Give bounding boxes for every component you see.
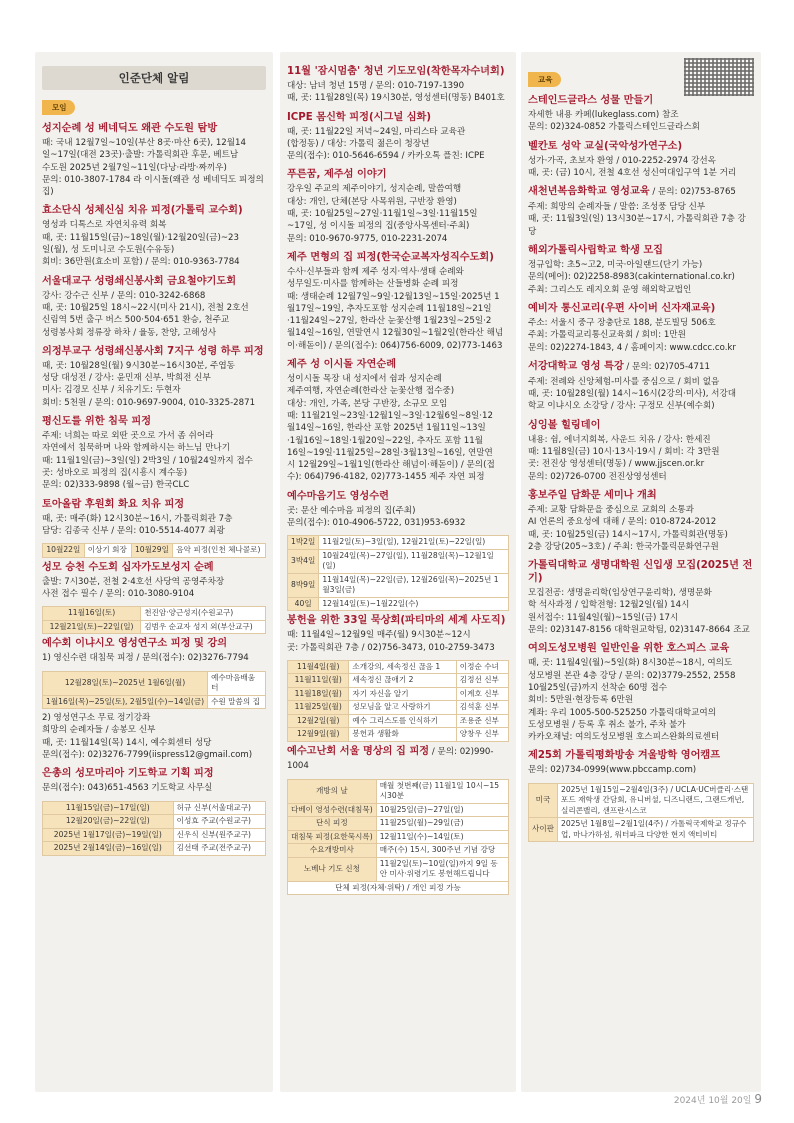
notice-title[interactable]: 서강대학교 영성 특강 / 문의: 02)705-4711 [528, 360, 710, 372]
notice-title[interactable]: 봉헌을 위한 33일 묵상회(파티마의 세계 사도직) [287, 615, 506, 627]
notice-title[interactable]: 가톨릭대학교 생명대학원 신입생 모집(2025년 전기) [528, 560, 753, 585]
notice-line: 문의(메어): 02)2258-8983(cakinternational.co.kr) [528, 272, 735, 283]
table-cell: 성모님을 알고 사랑하기 [349, 701, 456, 715]
notice-line: 1) 영신수련 대침묵 피정 / 문의(접수): 02)3276-7794 [42, 653, 249, 664]
table-row [288, 549, 509, 573]
mary-schedule-table [42, 606, 266, 634]
notice-line: 문의: 02)324-0852 가톨릭스테인드글라스회 [528, 122, 700, 133]
notice-line: 문의(접수): 02)3276-7799(iispress12@gmail.com) [42, 749, 253, 760]
notice-contact: / 문의: 02)753-8765 [649, 187, 736, 198]
notice-line: AI 언론의 중요성에 대해 / 문의: 010-8724-2012 [528, 517, 717, 528]
notice-line: 강우일 주교의 제주이야기, 성지순례, 말씀여행 [287, 184, 462, 195]
notice-line: 대상: 남녀 청년 15명 / 문의: 010-7197-1390 [287, 81, 465, 91]
notice-title[interactable]: 은총의 성모마리아 기도학교 기획 피정 [42, 768, 214, 780]
notice-item [528, 489, 754, 553]
notice-line: 2층 강당(205~3호) / 주최: 한국가톨릭문화연구원 [528, 541, 719, 552]
notice-line: 희망의 순례자들 / 송봉모 신부 [42, 725, 156, 736]
notice-item [528, 749, 754, 776]
notice-line: 때: 국내 12월7일~10일(부산 8곳·마산 6곳), 12월14 [42, 138, 246, 148]
notice-line: 때, 곳: 10월28일(월) 14시~16시(2강의·미사), 서강대 [528, 389, 737, 400]
table-cell: 12월28일(토)~2025년 1월6일(월) [43, 671, 208, 695]
notice-line: 자연에서 침묵하며 나와 함께하시는 하느님 만나기 [42, 443, 230, 454]
notice-title[interactable]: 토아올람 후원회 화요 치유 피정 [42, 498, 185, 510]
table-cell: 11월18일(월) [288, 687, 349, 701]
table-cell: 세속정신 끊애기 2 [349, 674, 456, 688]
table-cell: 이상기 회장 [84, 544, 131, 558]
table-cell: 자기 자신을 알기 [349, 687, 456, 701]
notice-title[interactable]: 예수마음기도 영성수련 [287, 490, 389, 502]
notice-item [42, 415, 266, 491]
table-cell: 이정순 수녀 [456, 660, 508, 674]
notice-item [528, 360, 754, 413]
notice-line: 수도원 2025년 2월7일~11일(다낭·라방·짜끼우) [42, 162, 227, 173]
notice-line: 문의(접수): 010-5646-6594 / 카카오톡 플친: ICPE [287, 151, 485, 162]
notice-line: 수사·신부들과 함께 제주 성지·역사·생태 순례와 [287, 266, 464, 277]
table-row [43, 607, 266, 621]
notice-title[interactable]: 평신도를 위한 침묵 피정 [42, 416, 152, 428]
notice-item [42, 637, 266, 664]
notice-title[interactable]: 벨칸토 성악 교실(국악성가연구소) [528, 140, 683, 152]
table-row [43, 815, 266, 829]
notice-title[interactable]: 서울대교구 성령쇄신봉사회 금요철야기도회 [42, 275, 237, 287]
table-cell: 조용준 신부 [456, 714, 508, 728]
table-row [288, 597, 509, 611]
notice-line: 모집전공: 생명윤리학(임상연구윤리학), 생명문화 [528, 588, 712, 599]
notice-item [287, 614, 509, 654]
table-row [43, 801, 266, 815]
notice-line: 학교 이냐시오 소강당 / 강사: 구정모 신부(예수회) [528, 401, 715, 412]
notice-line: 문의(접수): 010-4906-5722, 031)953-6932 [287, 518, 466, 529]
grace-schedule-table [42, 801, 266, 856]
table-row [529, 783, 754, 818]
category-tag-education: 교육 [528, 72, 561, 87]
notice-line: 문의: 02)726-0700 전진상영성센터 [528, 471, 667, 482]
table-row [288, 714, 509, 728]
table-cell: 김선태 주교(전주교구) [173, 842, 265, 856]
toa-schedule-table [42, 543, 266, 558]
notice-line: 때, 곳: 매주(화) 12시30분~16시, 가톨릭회관 7층 [42, 513, 233, 524]
notice-line: 주제: 전례와 신앙체험-미사를 중심으로 / 회비 없음 [528, 376, 720, 387]
jesuit-schedule-table [42, 671, 266, 710]
column-1 [35, 52, 273, 1092]
notice-line: 월17일~19일, 추자도포함 성지순례 11월18일~21일 [287, 303, 492, 314]
notice-line: 곳: 가톨릭회관 7층 / 02)756-3473, 010-2759-3473 [287, 642, 495, 653]
notice-line: 주제: 교황 담화문을 중심으로 교회의 소통과 [528, 504, 694, 515]
table-row [43, 695, 266, 709]
table-cell: 2025년 1월17일(금)~19일(일) [43, 828, 174, 842]
table-cell: 양창우 신부 [456, 728, 508, 742]
notice-line: 성무일도·미사를 함께하는 산들병화 순례 피정 [287, 279, 459, 290]
table-cell: 음악 피정(인천 체나콜로) [173, 544, 266, 558]
notice-line: 강사: 강수근 신부 / 문의: 010-3242-6868 [42, 290, 206, 301]
notice-item [528, 642, 754, 743]
notice-line: ·1월16일~18일·1월20일~22일, 추자도 포함 11월 [287, 435, 484, 446]
page-number: 9 [754, 1092, 762, 1106]
notice-line: 대상: 개인, 가족, 본당 구반장, 소규모 모임 [287, 398, 448, 409]
table-cell: 2025년 2월14일(금)~16일(일) [43, 842, 174, 856]
table-cell: 대침묵 피정(요한묵시록) [288, 830, 377, 844]
notice-line: ·11월24일~27일, 한라산 눈꽃산행 1월23일~25일·2 [287, 316, 492, 327]
notice-line: 문의: 02)333-9898 (월~금) 한국CLC [42, 480, 190, 491]
notice-item [42, 204, 266, 268]
notice-line: 때, 곳: 10월28일(월) 9시30분~16시30분, 주엽동 [42, 360, 235, 371]
notice-title[interactable]: 싱잉볼 힐링데이 [528, 419, 601, 431]
notice-item [528, 94, 754, 134]
table-row [43, 828, 266, 842]
notice-line: 월14일~16일, 연말연시 12월30일~1월2일(한라산 해넘 [287, 328, 504, 339]
notice-line: 때, 곳: 11월14일(목) 14시, 예수회센터 성당 [42, 737, 212, 748]
table-cell: 12월14일(토)~1월22일(수) [319, 597, 509, 611]
notice-line: 주소: 서울시 중구 장충단로 188, 분도빌딩 506호 [528, 317, 716, 328]
notice-line: 문의: 02)3147-8156 대학원교학팀, 02)3147-8664 조교 [528, 625, 750, 636]
table-row [288, 830, 509, 844]
section-header: 인준단체 알림 [42, 66, 266, 90]
notice-line: 곳: 성바오로 피정의 집(시흥시 계수동) [42, 467, 188, 478]
table-cell: 김석훈 신부 [456, 701, 508, 715]
notice-line: 도성모병원 / 등록 후 취소 불가, 주차 불가 [528, 719, 686, 730]
notice-line: 사전 접수 필수 / 문의: 010-3080-9104 [42, 588, 195, 599]
notice-line: 때: 생태순례 12월7일~9일·12월13일~15일·2025년 1 [287, 291, 500, 302]
notice-item [528, 302, 754, 354]
notice-line: 원서접수: 11월4일(월)~15일(금) 17시 [528, 612, 679, 623]
table-cell: 신우식 신부(원주교구) [173, 828, 265, 842]
notice-line: 문의: 010-9670-9775, 010-2231-2074 [287, 233, 448, 244]
notice-item [287, 111, 509, 163]
notice-title[interactable]: 제25회 가톨릭평화방송 겨울방학 영어캠프 [528, 750, 721, 762]
table-row [288, 573, 509, 597]
column-3 [521, 52, 761, 1092]
table-cell: 11월11일(월) [288, 674, 349, 688]
notice-line: 곳: 문산 예수마음 피정의 집(주최) [287, 505, 416, 516]
table-row [43, 842, 266, 856]
notice-line: 주최: 가톨릭교리통신교육회 / 회비: 1만원 [528, 330, 686, 341]
notice-line: ~17일, 성 이시돌 피정의 집(중앙사목센터·주최) [287, 221, 470, 232]
notice-line: 10월25일(금)까지 선착순 60명 접수 [528, 682, 668, 693]
notice-line: 계좌: 우리 1005-500-525250 가톨릭대학교여의 [528, 707, 716, 718]
notice-item [528, 185, 754, 238]
notice-line: 출발: 7시30분, 전철 2·4호선 사당역 공영주차장 [42, 576, 225, 587]
table-cell: 11월25일(월) [288, 701, 349, 715]
english-camp-table [528, 783, 754, 843]
notice-line: 주최: 그리스도 레지오회 운영 해외학교법인 [528, 284, 692, 295]
notice-title[interactable]: 성지순례 성 베네딕도 왜관 수도원 탐방 [42, 123, 218, 134]
notice-title[interactable]: 의정부교구 성령쇄신봉사회 7지구 성령 하루 피정 [42, 345, 264, 357]
table-cell: 11월25일(월)~29일(금) [376, 817, 508, 831]
notice-line: 이·해돋이) / 문의(접수): 064)756-6009, 02)773-1463 [287, 340, 503, 351]
notice-line: 주제: 너희는 따로 외딴 곳으로 가서 좀 쉬어라 [42, 431, 214, 442]
notice-line: 대상: 개인, 단체(본당 사목위원, 구반장 환영) [287, 196, 457, 207]
table-row [288, 660, 509, 674]
table-cell: 11월14일(목)~22일(금), 12월26일(목)~2025년 1월3일(금) [319, 573, 509, 597]
notice-item [42, 712, 266, 761]
notice-title[interactable]: 예수회 이냐시오 영성연구소 피정 및 강의 [42, 638, 228, 650]
notice-line: 회비: 36만원(효소비 포함) / 문의: 010-9363-7784 [42, 257, 240, 268]
notice-item [42, 122, 266, 198]
notice-line: 성령봉사회 정류장 하차 / 율동, 찬양, 고해성사 [42, 327, 217, 338]
table-cell: 수원 말씀의 집 [208, 695, 266, 709]
notice-item [42, 498, 266, 538]
notice-line: 담당: 김종국 신부 / 문의: 010-5514-4077 최광 [42, 525, 225, 536]
notice-line: 일(월), 성 도미니코 수도원(수유동) [42, 245, 175, 256]
notice-item [528, 419, 754, 483]
table-row [529, 818, 754, 842]
notice-line: 때, 곳: 10월25일 18시~22시(미사 21시), 전철 2호선 [42, 302, 249, 313]
table-row [288, 536, 509, 550]
notice-line: 16일~19일·11월25일~28일·3월13일~16일, 연말연 [287, 447, 493, 458]
table-cell: 예수마음배움터 [208, 671, 266, 695]
heart-prayer-table [287, 535, 509, 611]
notice-item [42, 345, 266, 409]
notice-line: 카카오채널: 여의도성모병원 호스피스완화의료센터 [528, 732, 719, 743]
table-cell: 예수 그리스도를 인식하기 [349, 714, 456, 728]
notice-item [42, 275, 266, 339]
table-cell: 노베나 기도 신청 [288, 857, 377, 881]
table-cell: 12월21일(토)~22일(일) [43, 620, 141, 634]
notice-line: 때, 곳: 10월25일~27일·11월1일~3일·11월15일 [287, 209, 478, 220]
notice-line: 신림역 5번 출구 버스 500·504·651 환승, 천주교 [42, 315, 230, 326]
table-row [288, 728, 509, 742]
notice-title[interactable]: 예수고난회 서울 명상의 집 피정 / 문의: 02)990-1004 [287, 745, 494, 771]
table-cell: 3박4일 [288, 549, 319, 573]
table-cell: 2025년 1월15일~2월4일(3주) / UCLA·UC버클리·스탠포드 재학생 간담회, 유니버셜, 디즈니랜드, 그랜드캐년, 실리콘밸리, 샌프란시스코 [558, 783, 754, 818]
notice-title[interactable]: 예비자 통신교리(우편 사이버 신자재교육) [528, 302, 716, 314]
page-footer [674, 1092, 762, 1106]
notice-line: 때, 곳: 11월22일 저녁~24일, 마리스타 교육관 [287, 126, 466, 137]
notice-line: 성이시돌 목장 내 성지에서 쉼과 성지순례 [287, 374, 442, 385]
table-cell: 개방의 날 [288, 779, 377, 803]
table-cell: 2025년 1월8일~2월1일(4주) / 가톨릭국제학교 정규수업, 마나가하섬, 워터파크 다양한 현지 액티비티 [558, 818, 754, 842]
table-cell: 12월9일(월) [288, 728, 349, 742]
notice-line: 때, 곳: 11월3일(일) 13시30분~17시, 가톨릭회관 7층 강당 [528, 214, 746, 237]
notice-line: 미사: 김경모 신부 / 치유기도: 두현자 [42, 385, 181, 396]
notice-line: 학 석사과정 / 입학전형: 12월2일(월) 14시 [528, 600, 690, 611]
table-cell: 김정선 신부 [456, 674, 508, 688]
qr-code-image [684, 58, 754, 96]
notice-item [287, 358, 509, 484]
table-cell: 매월 첫번째(금) 11월1일 10시~15시30분 [376, 779, 508, 803]
table-cell: 수요개방미사 [288, 844, 377, 858]
table-cell: 이계호 신부 [456, 687, 508, 701]
notice-item [42, 561, 266, 601]
table-cell: 천진암·양근성지(수원교구) [141, 607, 266, 621]
notice-line: 2) 영성연구소 무료 정기강좌 [42, 713, 151, 724]
notice-title[interactable]: 해외가톨릭사립학교 학생 모집 [528, 245, 664, 257]
table-cell: 12월20일(금)~22일(일) [43, 815, 174, 829]
notice-title[interactable]: 스테인드글라스 성물 만들기 [528, 95, 654, 106]
notice-line: 곳: 전진상 영성센터(명동) / www.jjscen.or.kr [528, 459, 705, 470]
category-tag-meeting: 모임 [42, 100, 75, 115]
table-row [288, 701, 509, 715]
table-cell: 8박9일 [288, 573, 319, 597]
notice-line: 때: 11월4일~12월9일 매주(월) 9시30분~12시 [287, 630, 471, 641]
notice-item [287, 251, 509, 352]
notice-item [287, 168, 509, 244]
table-cell: 봉헌과 생활화 [349, 728, 456, 742]
notice-line: 회비: 5만원·현장등록 6만원 [528, 695, 634, 706]
column-2 [280, 52, 516, 1092]
notice-title[interactable]: 11월 '잠시멈춤' 청년 기도모임(착한목자수녀회) [287, 66, 505, 77]
notice-line: 월14일~16일, 한라산 포함 2025년 1월11일~13일 [287, 423, 486, 434]
notice-line: 성모병원 본관 4층 강당 / 문의: 02)3779-2552, 2558 [528, 670, 736, 681]
table-row [288, 803, 509, 817]
notice-line: 제주여행, 자연순례(한라산 눈꽃산행 접수중) [287, 386, 455, 397]
table-cell: 10월24일(목)~27일(일), 11월28일(목)~12월1일(일) [319, 549, 509, 573]
table-cell: 1월16일(목)~25일(토), 2월5일(수)~14일(금) [43, 695, 208, 709]
notice-line: 때: 11월21일~23일·12월1일~3일·12월6일~8일·12 [287, 410, 493, 421]
table-row [288, 844, 509, 858]
table-cell: 11월16일(토) [43, 607, 141, 621]
table-row [288, 881, 509, 895]
notice-line: 때, 곳: 11월15일(금)~18일(월)·12월20일(금)~23 [42, 232, 239, 243]
notice-item [287, 490, 509, 530]
notice-item [528, 244, 754, 296]
table-cell: 10월22일 [43, 544, 85, 558]
notice-line: 성가·가곡, 초보자 환영 / 010-2252-2974 강선옥 [528, 155, 716, 166]
table-cell: 12월11일(수)~14일(토) [376, 830, 508, 844]
table-cell: 소개강의, 세속정신 끊음 1 [349, 660, 456, 674]
consecration-table [287, 660, 509, 742]
footer-date: 2024년 10월 20일 [673, 1096, 752, 1106]
notice-item [287, 745, 509, 773]
table-cell: 사이판 [529, 818, 558, 842]
notice-line: 시 12월29일~1월1일(한라산 해넘이·해돋이) / 문의(접 [287, 460, 495, 471]
notice-item [287, 65, 509, 105]
notice-title[interactable]: 제주 성 이시돌 자연순례 [287, 359, 397, 371]
notice-line: 일~17일(대전 23곳)·출발: 가톨릭회관 후문, 베트남 [42, 150, 239, 161]
table-cell: 단체 피정(자체·위탁) / 개인 피정 가능 [288, 881, 509, 895]
table-cell: 10월29일 [131, 544, 173, 558]
notice-line: 때, 곳: (금) 10시, 전철 4호선 성신여대입구역 1분 거리 [528, 167, 737, 178]
notice-title[interactable]: 제주 면형의 집 피정(한국순교복자성직수도회) [287, 251, 494, 263]
table-cell: 허규 신부(서울대교구) [173, 801, 265, 815]
notice-title[interactable]: 효소단식 성체신심 치유 피정(가톨릭 교수회) [42, 205, 243, 217]
notice-line: 수): 064)796-4182, 02)773-1455 제주 자연 피정 [287, 472, 485, 483]
notice-line: 정규입학: 초5~고2, 미국·아일랜드(단기 가능) [528, 260, 703, 271]
notice-title[interactable]: 푸른꿈, 제주섬 이야기 [287, 169, 387, 181]
notice-line: 때, 곳: 10월25일(금) 14시~17시, 가톨릭회관(명동) [528, 529, 728, 540]
meditation-house-table [287, 779, 509, 896]
table-row [288, 687, 509, 701]
table-cell: 12월2일(월) [288, 714, 349, 728]
table-cell: 매주(수) 15시, 300주년 기념 강당 [376, 844, 508, 858]
table-row [43, 671, 266, 695]
notice-item [528, 559, 754, 636]
notice-title[interactable]: 홍보주일 담화문 세미나 개최 [528, 489, 657, 501]
notice-line: 주제: 희망의 순례자들 / 말씀: 조성풍 담당 신부 [528, 202, 706, 213]
notice-line: 성당 대성전 / 강사: 윤민재 신부, 박희전 신부 [42, 373, 211, 384]
notice-title[interactable]: 여의도성모병원 일반인을 위한 호스피스 교육 [528, 643, 730, 655]
notice-contact: / 문의: 02)705-4711 [623, 361, 710, 372]
table-row [288, 857, 509, 881]
table-cell: 단식 피정 [288, 817, 377, 831]
table-cell: 다베이 영성수련(대침묵) [288, 803, 377, 817]
notice-line: 문의: 010-3807-1784 라 이시돌(왜관 성 베네딕도 피정의 집) [42, 174, 264, 198]
table-cell: 11월2일(토)~10일(일)까지 9일 동안 미사·위령기도 봉헌해드립니다 [376, 857, 508, 881]
table-cell: 1박2일 [288, 536, 319, 550]
notice-line: 회비: 5천원 / 문의: 010-9697-9004, 010-3325-2871 [42, 397, 256, 408]
notice-line: (합정동) / 대상: 가톨릭 젊은이 청장년 [287, 138, 430, 149]
table-row [43, 544, 266, 558]
table-row [43, 620, 266, 634]
notice-title[interactable]: 성모 승천 수도회 십자가도보성지 순례 [42, 561, 214, 573]
notice-title[interactable]: ICPE 몸신학 피정(시그널 심화) [287, 111, 432, 123]
notice-line: 때, 곳: 11월4일(월)~5일(화) 8시30분~18시, 여의도 [528, 658, 733, 669]
notice-line: 문의(접수): 043)651-4563 기도학교 사무실 [42, 783, 213, 794]
table-cell: 김범우 순교자 성지 외(부산교구) [141, 620, 266, 634]
notice-item [528, 140, 754, 180]
notice-line: 문의: 02)2274-1843, 4 / 홈페이지: www.cdcc.co.kr [528, 342, 736, 353]
notice-contact: / 문의: 02)990-1004 [287, 746, 494, 771]
notice-line: 때: 11월1일(금)~3일(일) 2박3일 / 10월24일까지 접수 [42, 455, 253, 466]
notice-item [42, 767, 266, 794]
table-cell: 11월4일(월) [288, 660, 349, 674]
notice-line: 내용: 쉼, 에너지회복, 사운드 치유 / 강사: 한세진 [528, 434, 711, 445]
notice-line: 자세한 내용 카페(lukeglass.com) 참조 [528, 110, 679, 120]
table-cell: 10월25일(금)~27일(일) [376, 803, 508, 817]
notice-line: 때: 11월8일(금) 10시·13시·19시 / 회비: 각 3만원 [528, 447, 720, 458]
table-cell: 11월15일(금)~17일(일) [43, 801, 174, 815]
table-row [288, 779, 509, 803]
notice-title[interactable]: 새천년복음화학교 영성교육 / 문의: 02)753-8765 [528, 186, 736, 198]
table-cell: 이성효 주교(수원교구) [173, 815, 265, 829]
notice-line: 문의: 02)734-0999(www.pbccamp.com) [528, 765, 697, 776]
table-row [288, 817, 509, 831]
notice-line: 때, 곳: 11월28일(목) 19시30분, 영성센터(명동) B401호 [287, 93, 505, 104]
notice-line: 영성과 디톡스로 자연치유력 회복 [42, 220, 167, 231]
table-row [288, 674, 509, 688]
table-cell: 40일 [288, 597, 319, 611]
table-cell: 11월2일(토)~3일(일), 12월21일(토)~22일(일) [319, 536, 509, 550]
table-cell: 미국 [529, 783, 558, 818]
